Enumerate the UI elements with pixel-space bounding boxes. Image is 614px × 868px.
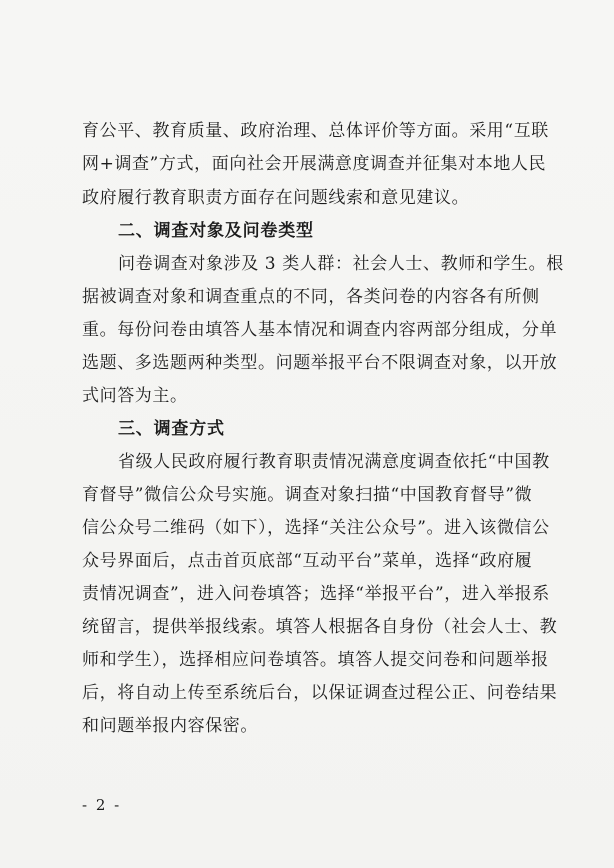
body-text-line: 统留言，提供举报线索。填答人根据各自身份（社会人士、教	[82, 617, 558, 637]
body-text-line: 后，将自动上传至系统后台，以保证调查过程公正、问卷结果	[82, 683, 558, 703]
section-heading: 二、调查对象及问卷类型	[118, 221, 314, 241]
body-text-line: 省级人民政府履行教育职责情况满意度调查依托“中国教	[118, 452, 550, 472]
body-text-line: 和问题举报内容保密。	[82, 716, 258, 736]
page-number: - 2 -	[82, 796, 122, 814]
body-text-line: 问卷调查对象涉及 3 类人群：社会人士、教师和学生。根	[118, 254, 564, 274]
section-heading: 三、调查方式	[118, 419, 225, 439]
body-text-line: 众号界面后，点击首页底部“互动平台”菜单，选择“政府履	[82, 551, 533, 571]
body-text-line: 重。每份问卷由填答人基本情况和调查内容两部分组成，分单	[82, 320, 558, 340]
body-text-line: 据被调查对象和调查重点的不同，各类问卷的内容各有所侧	[82, 287, 540, 307]
body-text-line: 师和学生），选择相应问卷填答。填答人提交问卷和问题举报	[82, 650, 549, 670]
body-text-line: 网+调查”方式，面向社会开展满意度调查并征集对本地人民	[82, 154, 547, 174]
body-text-line: 责情况调查”，进入问卷填答；选择“举报平台”，进入举报系	[82, 584, 550, 604]
body-text-line: 政府履行教育职责方面存在问题线索和意见建议。	[82, 188, 470, 208]
body-text-line: 育督导”微信公众号实施。调查对象扫描“中国教育督导”微	[82, 485, 533, 505]
body-text-line: 式问答为主。	[82, 386, 188, 406]
body-text-line: 选题、多选题两种类型。问题举报平台不限调查对象，以开放	[82, 353, 558, 373]
body-text-line: 信公众号二维码（如下），选择“关注公众号”。进入该微信公	[82, 518, 550, 538]
body-text-line: 育公平、教育质量、政府治理、总体评价等方面。采用“互联	[82, 121, 549, 141]
